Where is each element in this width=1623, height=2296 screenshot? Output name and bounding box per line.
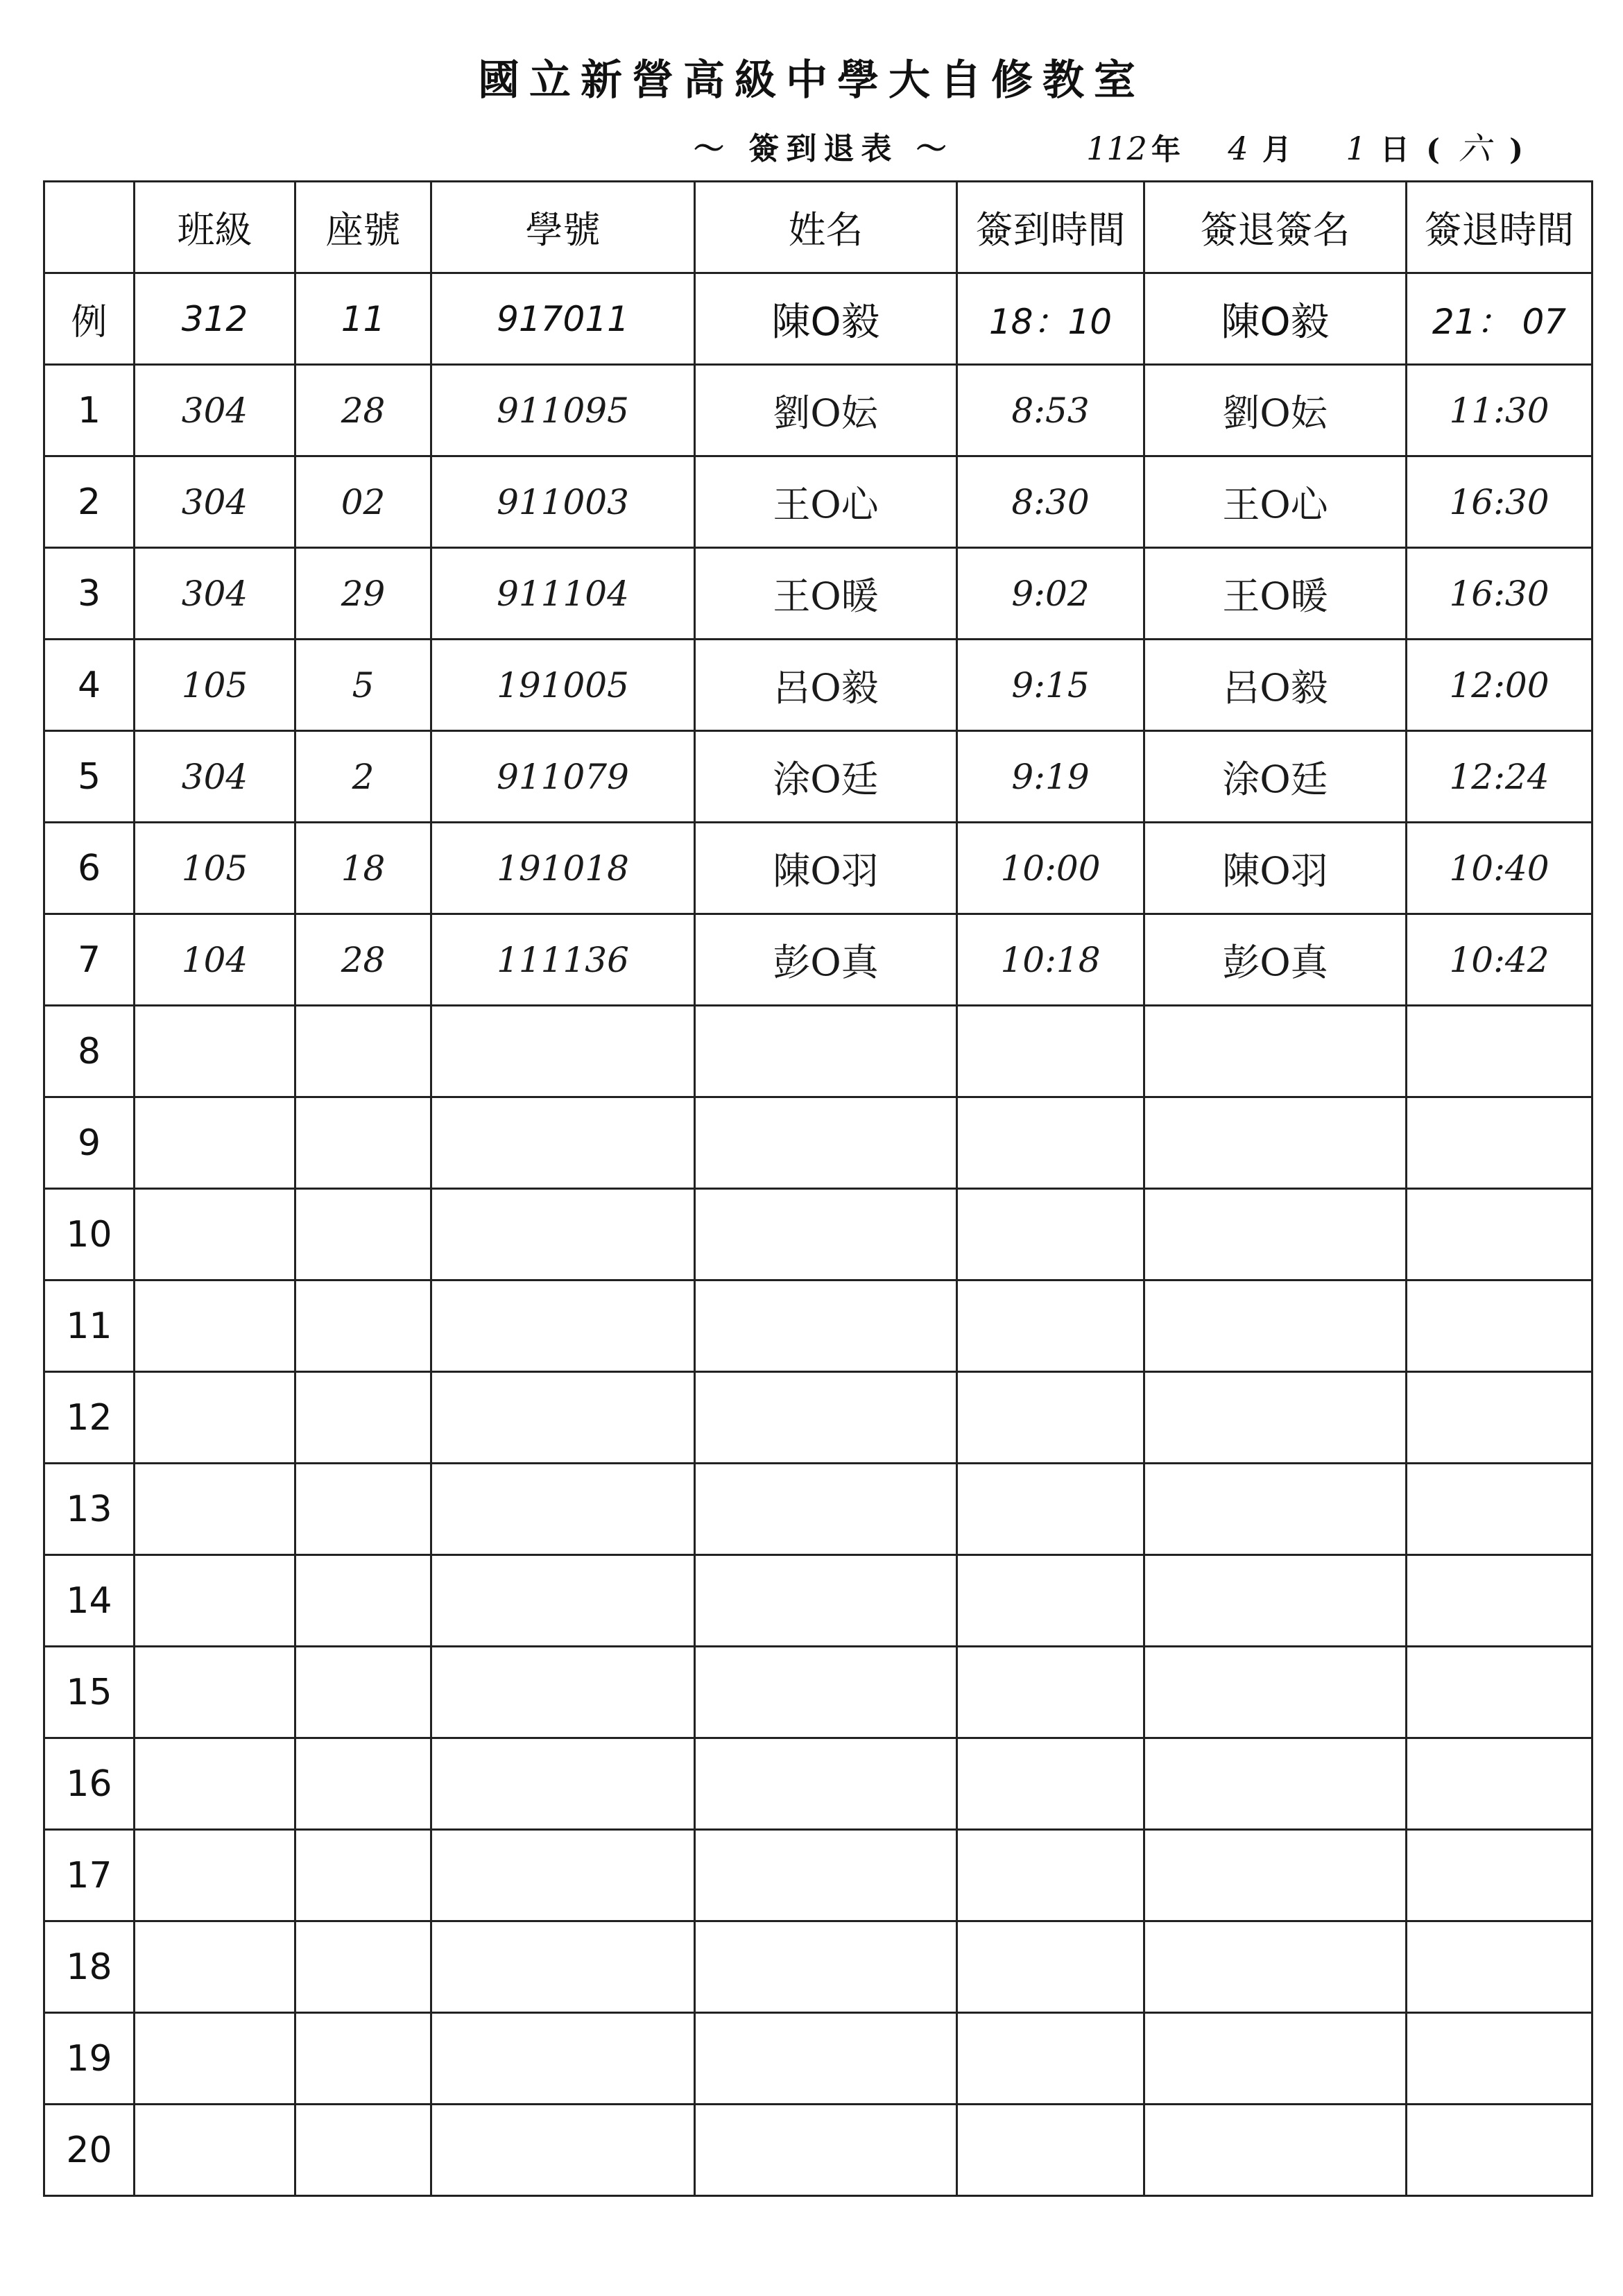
- sign-in-time-cell: 9:02: [957, 548, 1144, 640]
- name-cell: [695, 2105, 957, 2196]
- name-cell: 呂O毅: [695, 640, 957, 731]
- class-cell: [135, 1830, 295, 1921]
- class-cell: 105: [135, 823, 295, 914]
- date-line: [1082, 123, 1530, 169]
- class-cell: [135, 2013, 295, 2105]
- sign-out-signature-cell: [1144, 1097, 1407, 1189]
- sign-out-signature-cell: [1144, 1464, 1407, 1555]
- date-year-unit: 年: [1151, 132, 1181, 166]
- student-id-cell: 911095: [431, 365, 695, 456]
- seat-cell: 02: [295, 456, 431, 548]
- name-cell: 王O暖: [695, 548, 957, 640]
- sign-out-signature-cell: 涂O廷: [1144, 731, 1407, 823]
- table-row: [44, 1738, 1592, 1830]
- example-sign-out-time: 21： 07: [1407, 273, 1592, 365]
- example-class: 312: [135, 273, 295, 365]
- table-row: [44, 456, 1592, 548]
- sign-out-signature-cell: [1144, 1830, 1407, 1921]
- name-cell: 涂O廷: [695, 731, 957, 823]
- sign-in-time-cell: [957, 1280, 1144, 1372]
- sign-out-time-cell: [1407, 1189, 1592, 1280]
- date-day: 1: [1346, 130, 1366, 167]
- student-id-cell: [431, 1189, 695, 1280]
- sign-out-time-cell: 10:40: [1407, 823, 1592, 914]
- sign-out-signature-cell: [1144, 1555, 1407, 1647]
- header-sign-out-signature: 簽退簽名: [1144, 182, 1407, 273]
- sign-out-signature-cell: [1144, 1280, 1407, 1372]
- name-cell: [695, 1372, 957, 1464]
- weekday-close-paren: ): [1509, 132, 1523, 166]
- sign-out-signature-cell: 王O心: [1144, 456, 1407, 548]
- row-index: 6: [44, 823, 135, 914]
- table-row: [44, 1280, 1592, 1372]
- student-id-cell: 111136: [431, 914, 695, 1006]
- name-cell: [695, 1921, 957, 2013]
- header-index: [44, 182, 135, 273]
- name-cell: [695, 1006, 957, 1097]
- sign-out-signature-cell: 劉O妘: [1144, 365, 1407, 456]
- student-id-cell: 191005: [431, 640, 695, 731]
- student-id-cell: 911079: [431, 731, 695, 823]
- date-month: 4: [1228, 130, 1248, 167]
- sign-in-time-cell: [957, 1921, 1144, 2013]
- class-cell: [135, 1097, 295, 1189]
- class-cell: 104: [135, 914, 295, 1006]
- seat-cell: 5: [295, 640, 431, 731]
- table-row: [44, 640, 1592, 731]
- sign-in-time-cell: 9:15: [957, 640, 1144, 731]
- sign-out-signature-cell: 呂O毅: [1144, 640, 1407, 731]
- header-name: 姓名: [695, 182, 957, 273]
- seat-cell: [295, 1189, 431, 1280]
- student-id-cell: [431, 1464, 695, 1555]
- student-id-cell: [431, 2013, 695, 2105]
- row-index: 3: [44, 548, 135, 640]
- student-id-cell: 191018: [431, 823, 695, 914]
- class-cell: 304: [135, 548, 295, 640]
- sign-out-time-cell: [1407, 1372, 1592, 1464]
- weekday-open-paren: (: [1426, 132, 1440, 166]
- class-cell: 105: [135, 640, 295, 731]
- class-cell: [135, 1555, 295, 1647]
- table-row: [44, 1647, 1592, 1738]
- row-index: 2: [44, 456, 135, 548]
- sign-out-time-cell: 10:42: [1407, 914, 1592, 1006]
- date-weekday: 六: [1459, 130, 1491, 167]
- sign-in-time-cell: [957, 1464, 1144, 1555]
- sign-in-time-cell: [957, 1738, 1144, 1830]
- header-seat: 座號: [295, 182, 431, 273]
- sign-out-signature-cell: [1144, 1921, 1407, 2013]
- sign-out-time-cell: 12:00: [1407, 640, 1592, 731]
- sign-out-time-cell: [1407, 1738, 1592, 1830]
- student-id-cell: [431, 1921, 695, 2013]
- sign-out-signature-cell: [1144, 2013, 1407, 2105]
- row-index: 16: [44, 1738, 135, 1830]
- sign-out-time-cell: [1407, 1464, 1592, 1555]
- class-cell: [135, 2105, 295, 2196]
- sign-out-signature-cell: [1144, 1738, 1407, 1830]
- class-cell: [135, 1372, 295, 1464]
- row-index: 20: [44, 2105, 135, 2196]
- name-cell: [695, 1647, 957, 1738]
- name-cell: 劉O妘: [695, 365, 957, 456]
- table-row: [44, 1921, 1592, 2013]
- seat-cell: [295, 1921, 431, 2013]
- student-id-cell: [431, 1006, 695, 1097]
- sign-out-time-cell: [1407, 1555, 1592, 1647]
- row-index: 11: [44, 1280, 135, 1372]
- name-cell: [695, 1830, 957, 1921]
- seat-cell: [295, 1830, 431, 1921]
- example-seat: 11: [295, 273, 431, 365]
- table-row: [44, 2105, 1592, 2196]
- sign-out-signature-cell: [1144, 1006, 1407, 1097]
- name-cell: [695, 2013, 957, 2105]
- student-id-cell: [431, 1555, 695, 1647]
- row-index: 18: [44, 1921, 135, 2013]
- sign-out-time-cell: [1407, 1006, 1592, 1097]
- table-row: [44, 1006, 1592, 1097]
- sign-out-signature-cell: [1144, 1189, 1407, 1280]
- sign-out-signature-cell: 王O暖: [1144, 548, 1407, 640]
- student-id-cell: [431, 1738, 695, 1830]
- class-cell: [135, 1189, 295, 1280]
- table-row: [44, 1097, 1592, 1189]
- student-id-cell: [431, 1372, 695, 1464]
- name-cell: [695, 1189, 957, 1280]
- seat-cell: 18: [295, 823, 431, 914]
- row-index: 10: [44, 1189, 135, 1280]
- seat-cell: 2: [295, 731, 431, 823]
- sign-out-time-cell: [1407, 1647, 1592, 1738]
- sign-in-time-cell: [957, 2013, 1144, 2105]
- table-row: [44, 365, 1592, 456]
- example-sign-in-time: 18：10: [957, 273, 1144, 365]
- row-index: 8: [44, 1006, 135, 1097]
- name-cell: [695, 1555, 957, 1647]
- table-row: [44, 1464, 1592, 1555]
- sign-out-signature-cell: [1144, 2105, 1407, 2196]
- date-day-unit: 日: [1380, 132, 1410, 166]
- seat-cell: [295, 1372, 431, 1464]
- sign-out-signature-cell: [1144, 1372, 1407, 1464]
- example-sign-out-signature: 陳O毅: [1144, 273, 1407, 365]
- example-student-id: 917011: [431, 273, 695, 365]
- sign-in-time-cell: 9:19: [957, 731, 1144, 823]
- sign-out-time-cell: [1407, 2013, 1592, 2105]
- name-cell: [695, 1464, 957, 1555]
- row-index: 13: [44, 1464, 135, 1555]
- seat-cell: [295, 1738, 431, 1830]
- seat-cell: [295, 1097, 431, 1189]
- sign-in-time-cell: [957, 2105, 1144, 2196]
- row-index: 9: [44, 1097, 135, 1189]
- sign-in-time-cell: 8:30: [957, 456, 1144, 548]
- sign-out-time-cell: [1407, 1830, 1592, 1921]
- sign-in-time-cell: [957, 1830, 1144, 1921]
- header-row: [44, 182, 1592, 273]
- example-row: [44, 273, 1592, 365]
- row-index: 4: [44, 640, 135, 731]
- date-year: 112: [1086, 130, 1147, 167]
- seat-cell: 29: [295, 548, 431, 640]
- seat-cell: 28: [295, 365, 431, 456]
- class-cell: [135, 1280, 295, 1372]
- table-row: [44, 731, 1592, 823]
- date-month-unit: 月: [1262, 132, 1292, 166]
- class-cell: [135, 1921, 295, 2013]
- student-id-cell: [431, 1647, 695, 1738]
- sign-in-time-cell: [957, 1555, 1144, 1647]
- row-index: 12: [44, 1372, 135, 1464]
- seat-cell: [295, 1280, 431, 1372]
- table-row: [44, 1189, 1592, 1280]
- row-index: 1: [44, 365, 135, 456]
- sign-out-time-cell: 16:30: [1407, 548, 1592, 640]
- header-class: 班級: [135, 182, 295, 273]
- example-index: 例: [44, 273, 135, 365]
- name-cell: 王O心: [695, 456, 957, 548]
- table-row: [44, 2013, 1592, 2105]
- sign-out-time-cell: [1407, 1280, 1592, 1372]
- class-cell: 304: [135, 365, 295, 456]
- class-cell: 304: [135, 731, 295, 823]
- table-row: [44, 548, 1592, 640]
- seat-cell: [295, 1647, 431, 1738]
- row-index: 15: [44, 1647, 135, 1738]
- sign-out-time-cell: 12:24: [1407, 731, 1592, 823]
- student-id-cell: [431, 1280, 695, 1372]
- row-index: 7: [44, 914, 135, 1006]
- sign-out-time-cell: 11:30: [1407, 365, 1592, 456]
- student-id-cell: 911003: [431, 456, 695, 548]
- name-cell: 彭O真: [695, 914, 957, 1006]
- sign-out-signature-cell: [1144, 1647, 1407, 1738]
- student-id-cell: [431, 1830, 695, 1921]
- sign-in-time-cell: [957, 1372, 1144, 1464]
- sign-in-time-cell: [957, 1097, 1144, 1189]
- row-index: 17: [44, 1830, 135, 1921]
- sign-out-time-cell: [1407, 1097, 1592, 1189]
- class-cell: [135, 1738, 295, 1830]
- seat-cell: [295, 1006, 431, 1097]
- row-index: 19: [44, 2013, 135, 2105]
- student-id-cell: 911104: [431, 548, 695, 640]
- table-row: [44, 1830, 1592, 1921]
- sign-out-time-cell: [1407, 2105, 1592, 2196]
- name-cell: [695, 1097, 957, 1189]
- table-row: [44, 823, 1592, 914]
- sign-in-time-cell: [957, 1189, 1144, 1280]
- seat-cell: [295, 1464, 431, 1555]
- sign-in-out-table: [43, 180, 1593, 2197]
- sign-out-signature-cell: 陳O羽: [1144, 823, 1407, 914]
- class-cell: [135, 1647, 295, 1738]
- header-sign-in-time: 簽到時間: [957, 182, 1144, 273]
- sign-in-time-cell: [957, 1006, 1144, 1097]
- sign-out-time-cell: [1407, 1921, 1592, 2013]
- seat-cell: [295, 2105, 431, 2196]
- name-cell: 陳O羽: [695, 823, 957, 914]
- name-cell: [695, 1280, 957, 1372]
- table-row: [44, 1372, 1592, 1464]
- row-index: 14: [44, 1555, 135, 1647]
- class-cell: 304: [135, 456, 295, 548]
- row-index: 5: [44, 731, 135, 823]
- sign-in-time-cell: 10:00: [957, 823, 1144, 914]
- name-cell: [695, 1738, 957, 1830]
- header-student-id: 學號: [431, 182, 695, 273]
- page-title: 國立新營高級中學大自修教室: [478, 56, 1145, 105]
- student-id-cell: [431, 2105, 695, 2196]
- form-subtitle: ～ 簽到退表 ～: [694, 131, 954, 166]
- seat-cell: [295, 1555, 431, 1647]
- sign-out-signature-cell: 彭O真: [1144, 914, 1407, 1006]
- table-row: [44, 914, 1592, 1006]
- seat-cell: 28: [295, 914, 431, 1006]
- class-cell: [135, 1006, 295, 1097]
- seat-cell: [295, 2013, 431, 2105]
- sign-in-time-cell: [957, 1647, 1144, 1738]
- table-row: [44, 1555, 1592, 1647]
- sign-in-time-cell: 8:53: [957, 365, 1144, 456]
- class-cell: [135, 1464, 295, 1555]
- header-sign-out-time: 簽退時間: [1407, 182, 1592, 273]
- student-id-cell: [431, 1097, 695, 1189]
- sign-out-time-cell: 16:30: [1407, 456, 1592, 548]
- example-name: 陳O毅: [695, 273, 957, 365]
- sign-in-time-cell: 10:18: [957, 914, 1144, 1006]
